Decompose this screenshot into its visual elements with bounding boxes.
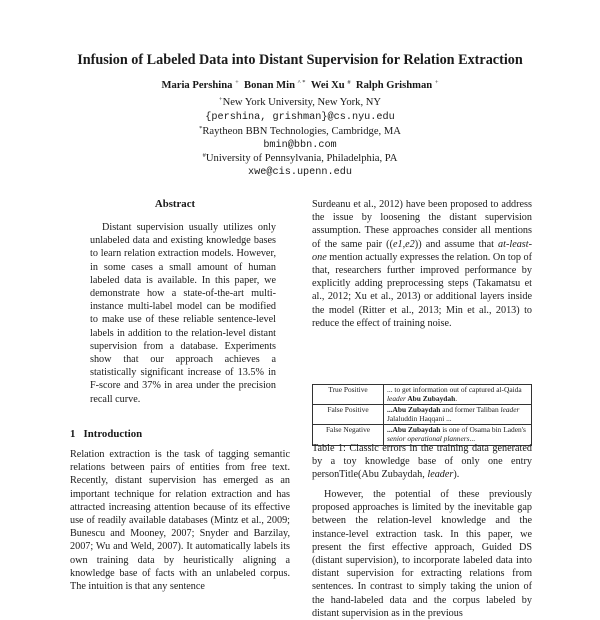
section-number: 1 [70,428,76,440]
emphasis: leader [500,405,520,415]
text-run: and former Taliban [440,405,501,415]
paragraph [312,198,532,330]
affiliation-text: New York University, New York, NY [222,97,382,108]
table-row [313,405,532,425]
affiliation-text: University of Pennsylvania, Philadelphia, PA [205,153,398,164]
emphasis: leader [427,469,454,481]
affiliation-mark: # [202,152,206,159]
section-title: Introduction [83,428,143,440]
affiliation-email: xwe@cis.upenn.edu [248,167,352,178]
affiliation [0,125,600,137]
affiliation-email: {pershina, grishman}@cs.nyu.edu [205,112,395,123]
text-run: ) and assume that [418,238,499,250]
text-run: mention actually expresses the relation. On top of that, researchers further improved performance by explicitly adding preprocessing steps (Takamatsu et al., 2012; Xu et al., 2013) or additional layers inside the model (Ritter et al., 2013; Min et al., 2013) to reduce the effect of training noise. [312,251,532,329]
error-table [312,384,532,446]
row-example [384,385,532,405]
emphasis: leader [387,393,406,403]
row-label: False Negative [313,425,384,445]
abstract-text: Distant supervision usually utilizes only unlabeled data and existing knowledge bases to learn relation extraction models. However, in some cases a small amount of human labeled data is available. In this paper, we demonstrate how a state-of-the-art multi-instance multi-label model can be modified to make use of these reliable sentence-level labels in addition to the relation-level distant supervision from a database. Experiments show that our approach achieves a statistically significant increase of 13.5% in F-score and 37% in area under the precision recall curve. [90,222,276,405]
pair-label: e1,e2 [393,238,415,250]
section-heading [70,428,142,440]
intro-body [70,448,290,593]
table-row [313,385,532,405]
text-run: Jalaluddin Haqqani ... [387,413,452,423]
affiliation-text: Raytheon BBN Technologies, Cambridge, MA [202,126,401,137]
paragraph: However, the potential of these previously proposed approaches is limited by the inevitable gap between the relation-level knowledge and the instance-level extraction task. In this paper, we present the first effective approach, Guided DS (distant supervision), to incorporate labeled data into distant supervision for extracting relations from sentences. In contrast to simply taking the union of the hand-labeled data and the corpus labeled by distant supervision as in the previous [312,489,532,619]
affiliation-email: bmin@bbn.com [263,140,337,151]
entity: ...Abu Zubaydah [387,425,441,435]
affiliation [0,152,600,164]
emphasis: senior operational planners [387,433,470,443]
author-mark: ^ * [297,79,306,86]
right-column-bottom [312,488,532,620]
entity: Abu Zubaydah [405,393,456,403]
affiliation [0,96,600,108]
author-list [0,79,600,91]
text-run: ). [453,469,460,481]
math-pair: (e1,e2) [389,238,419,250]
author-name: Ralph Grishman [355,80,433,91]
row-example [384,405,532,425]
text-run: . [455,393,458,403]
author-name: Maria Pershina [161,80,233,91]
author-name: Wei Xu [310,80,345,91]
right-column-top [312,198,532,330]
intro-text: Relation extraction is the task of tagging semantic relations between pairs of entities from free text. Recently, distant supervision has emerged as an important technique for relation extraction and has attracted increasing attention because of its effective use of readily available databases (Mintz et al., 2009; Bunescu and Mooney, 2007; Snyder and Barzilay, 2007; Wu and Weld, 2007). It automatically labels its own training data by heuristically aligning a knowledge base of facts with an unlabeled corpus. The intuition is that any sentence [70,449,290,593]
abstract-heading: Abstract [154,198,196,210]
text-run: ... to get information out of captured al-Qaida [387,385,522,394]
affiliation-mark: * [199,125,203,132]
text-run: Table 1: Classic errors in the training data generated by a toy knowledge base of only one entry [312,443,532,468]
table-caption [312,442,532,482]
text-run: ... [469,433,476,443]
entity: ...Abu Zubaydah [387,405,441,415]
author-mark: + [434,79,439,86]
author-name: Bonan Min [244,80,295,91]
author-mark: # [347,79,351,86]
abstract-body [90,221,276,406]
text-run: is one of Osama bin Laden's [440,425,526,435]
text-run: Surdeanu et al., 2012) have been proposed to address the issue by loosening the distant supervision assumption. These approaches consider all mentions of the same pair ( [312,199,532,250]
emphasis: at-least-one [312,238,532,263]
affiliation-mark: + [218,96,223,103]
paper-title: Infusion of Labeled Data into Distant Supervision for Relation Extraction [77,52,523,68]
text-run: personTitle(Abu Zubaydah, [312,469,428,481]
row-label: True Positive [313,385,384,405]
row-label: False Positive [313,405,384,425]
author-mark: + [235,79,239,86]
